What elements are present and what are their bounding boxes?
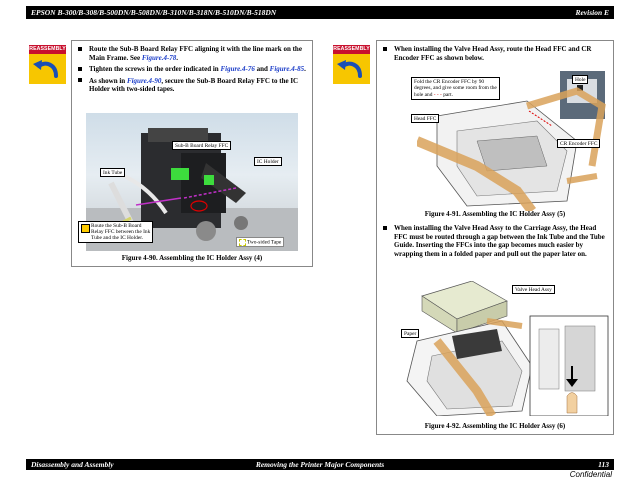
callout-route-note: Route the Sub-B Board Relay FFC between the Ink Tube and the IC Holder. [78, 221, 153, 243]
page-header [26, 6, 614, 19]
callout-fold-cr-encoder-note: Fold the CR Encoder FFC by 90 degrees, and give some room from the hole and - - - part. [411, 77, 500, 100]
callout-ic-holder: IC Holder [254, 157, 282, 166]
tape-swatch-icon [239, 239, 246, 246]
footer-page-number: 113 [598, 460, 609, 469]
figure-link-4-76[interactable]: Figure.4-76 [220, 65, 255, 73]
footer-chapter: Removing the Printer Major Components [255, 460, 385, 469]
left-bullet-list [76, 45, 308, 97]
right-bullet-1: When installing the Valve Head Assy, route the Head FFC and CR Encoder FFC as shown below. [381, 45, 609, 62]
left-reassembly-panel [71, 40, 313, 267]
figure-4-91-caption: Figure 4-91. Assembling the IC Holder Assy (5) [424, 210, 566, 218]
figure-link-4-78[interactable]: Figure.4-78 [141, 53, 177, 62]
callout-sub-b-board-relay-ffc: Sub-B Board Relay FFC [172, 141, 231, 150]
left-bullet-1: Route the Sub-B Board Relay FFC aligning it with the line mark on the Main Frame. See Figure.4-78. [76, 45, 308, 62]
figure-4-92-illustration [397, 281, 609, 416]
reassembly-icon [29, 45, 66, 84]
figure-link-4-90[interactable]: Figure.4-90 [126, 76, 162, 85]
undo-arrow-icon [29, 54, 66, 84]
callout-cr-encoder-ffc: CR Encoder FFC [557, 139, 600, 148]
figure-link-4-85[interactable]: Figure.4-85 [269, 65, 305, 73]
right-bullet-1-list [381, 45, 609, 65]
callout-valve-head-assy: Valve Head Assy [512, 285, 555, 294]
figure-4-90-caption: Figure 4-90. Assembling the IC Holder Assy (4) [121, 254, 263, 262]
caution-icon [81, 224, 90, 233]
right-reassembly-panel [376, 40, 614, 435]
left-bullet-3: As shown in Figure.4-90, secure the Sub-B Board Relay FFC to the IC Holder with two-sided tapes. [76, 77, 308, 94]
header-models: EPSON B-300/B-308/B-500DN/B-508DN/B-310N/B-318N/B-510DN/B-518DN [31, 8, 277, 17]
reassembly-label-right: REASSEMBLY [333, 46, 370, 52]
header-revision: Revision E [575, 8, 609, 17]
page-footer [26, 459, 614, 470]
callout-paper: Paper [401, 329, 419, 338]
right-bullet-2: When installing the Valve Head Assy to the Carriage Assy, the Head FFC must be routed through a gap between the Ink Tube and the Tube Guide. Inserting the FFCs into the gap becomes much easier by wrapping them in a folded paper and pull out the paper later on. [381, 224, 609, 258]
right-bullet-2-list [381, 224, 609, 261]
callout-hole: Hole [572, 75, 588, 84]
reassembly-icon-right [333, 45, 370, 84]
callout-ink-tube: Ink Tube [100, 168, 125, 177]
reassembly-label: REASSEMBLY [29, 46, 66, 52]
footer-section: Disassembly and Assembly [31, 460, 114, 469]
confidential-label: Confidential [569, 470, 612, 479]
callout-two-sided-tape: Two-sided Tape [236, 237, 284, 247]
figure-4-92-caption: Figure 4-92. Assembling the IC Holder Assy (6) [424, 422, 566, 430]
callout-head-ffc: Head FFC [411, 114, 439, 123]
undo-arrow-icon-right [333, 54, 370, 84]
left-bullet-2: Tighten the screws in the order indicated in Figure.4-76 and Figure.4-85. [76, 65, 308, 74]
